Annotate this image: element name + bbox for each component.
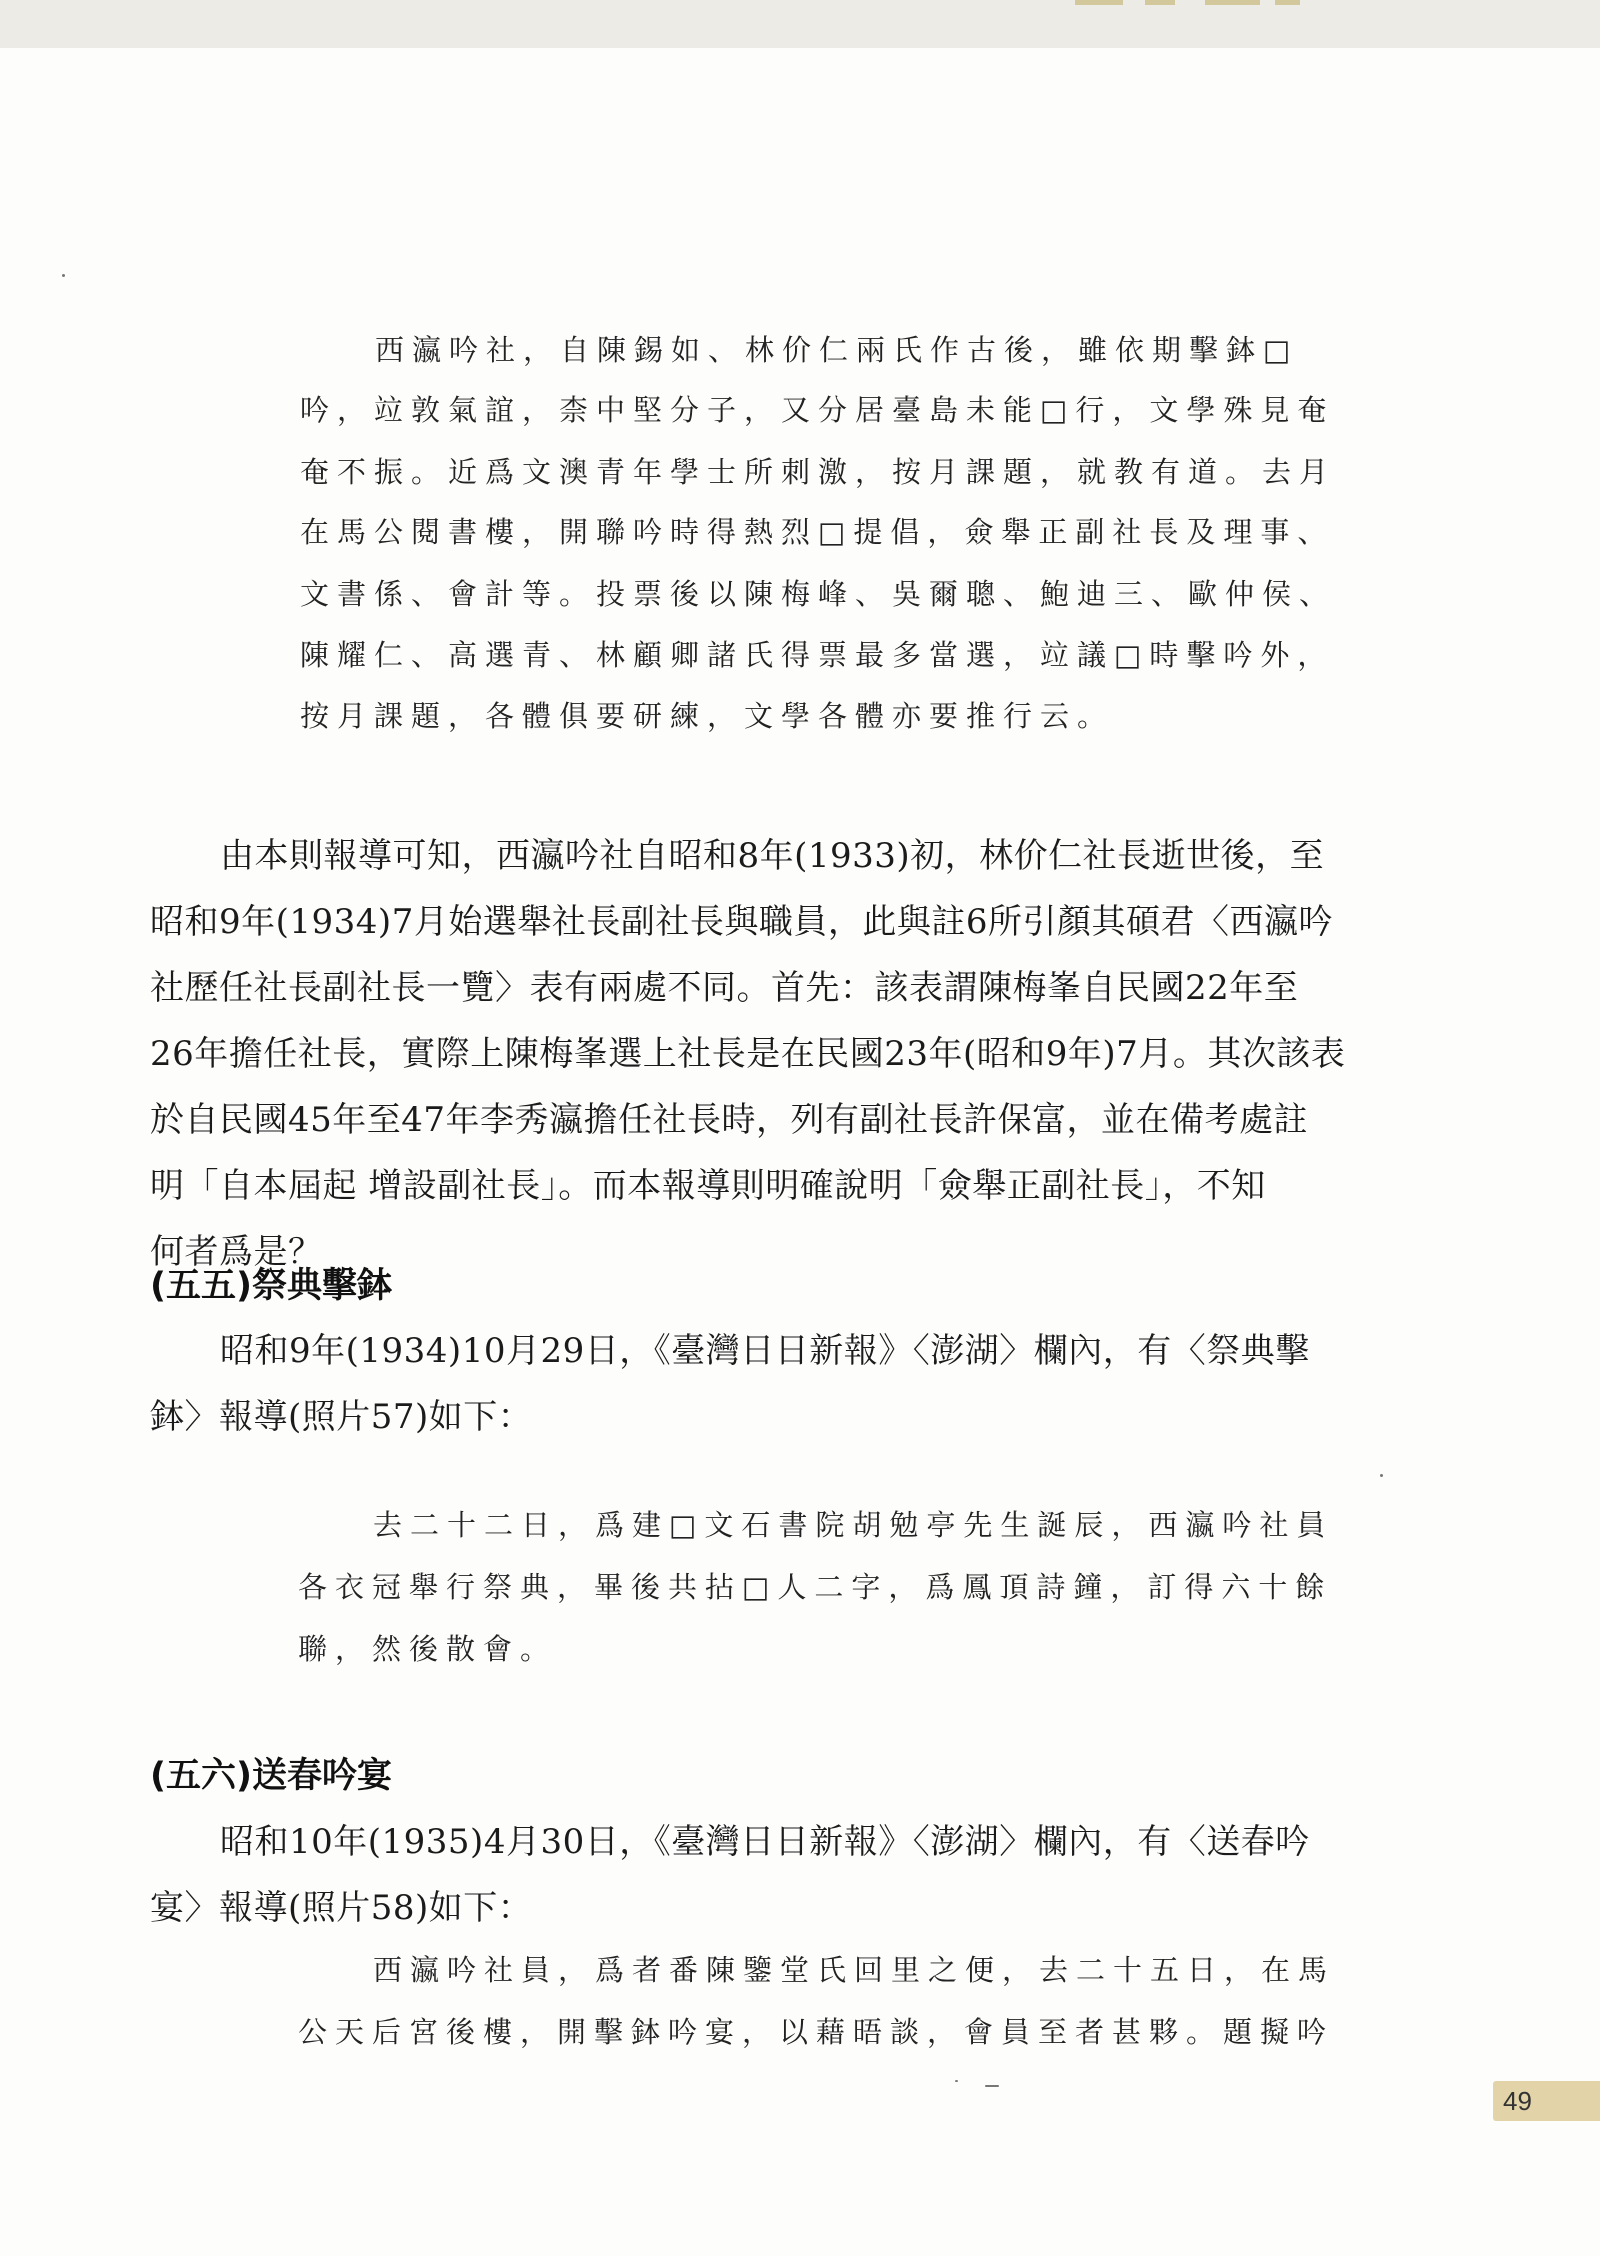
- scan-speck: [955, 2080, 958, 2082]
- scan-speck: [985, 2085, 999, 2087]
- intro-line: 昭和10年(1935)4月30日，《臺灣日日新報》〈澎湖〉欄內，有〈送春吟: [220, 1822, 1310, 1862]
- paragraph-line: 明「自本屆起 增設副社長」。而本報導則明確說明「僉舉正副社長」，不知: [150, 1166, 1266, 1206]
- quote-line: 奄不振。近爲文澳青年學士所刺激，按月課題，就教有道。去月: [300, 455, 1337, 489]
- scan-speck: [1380, 1474, 1383, 1477]
- commentary-paragraph: [150, 828, 1346, 1288]
- page-number: 49: [1493, 2081, 1600, 2121]
- quote-line: 西瀛吟社員，爲者番陳鑒堂氏回里之便，去二十五日，在馬: [373, 1953, 1336, 1987]
- news-quote-1: [300, 328, 1350, 848]
- document-page: [0, 48, 1600, 2256]
- quote-line: 公天后宮後樓，開擊鉢吟宴，以藉晤談，會員至者甚夥。題擬吟: [298, 2015, 1335, 2049]
- news-quote-56: [298, 1948, 1348, 2078]
- section-heading-56: (五六)送春吟宴: [150, 1756, 392, 1796]
- intro-line: 鉢〉報導(照片57)如下：: [150, 1397, 533, 1437]
- quote-line: 聯，然後散會。: [298, 1632, 558, 1666]
- scan-speck: [62, 274, 65, 277]
- paragraph-line: 由本則報導可知，西瀛吟社自昭和8年(1933)初，林价仁社長逝世後，至: [220, 836, 1325, 876]
- news-quote-55: [298, 1503, 1348, 1703]
- paragraph-line: 於自民國45年至47年李秀瀛擔任社長時，列有副社長許保富，並在備考處註: [150, 1100, 1309, 1140]
- quote-line: 按月課題，各體俱要研練，文學各體亦要推行云。: [300, 699, 1115, 733]
- scan-top-band: [0, 0, 1600, 48]
- paragraph-line: 昭和9年(1934)7月始選舉社長副社長與職員，此與註6所引顏其碩君〈西瀛吟: [150, 902, 1333, 942]
- quote-line: 吟，竝敦氣誼，柰中堅分子，又分居臺島未能□行，文學殊見奄: [300, 393, 1335, 427]
- quote-line: 陳耀仁、高選青、林顧卿諸氏得票最多當選，竝議□時擊吟外，: [300, 638, 1335, 672]
- intro-line: 昭和9年(1934)10月29日，《臺灣日日新報》〈澎湖〉欄內，有〈祭典擊: [220, 1331, 1310, 1371]
- quote-line: 各衣冠舉行祭典，畢後共拈□人二字，爲鳳頂詩鐘，訂得六十餘: [298, 1570, 1333, 1604]
- section-heading-55: (五五)祭典擊鉢: [150, 1266, 392, 1306]
- quote-line: 去二十二日，爲建□文石書院胡勉亭先生誕辰，西瀛吟社員: [373, 1508, 1334, 1542]
- quote-line: 在馬公閱書樓，開聯吟時得熱烈□提倡，僉舉正副社長及理事、: [300, 515, 1335, 549]
- quote-line: 西瀛吟社，自陳錫如、林价仁兩氏作古後，雖依期擊鉢□: [375, 333, 1299, 367]
- paragraph-line: 社歷任社長副社長一覽〉表有兩處不同。首先：該表謂陳梅峯自民國22年至: [150, 968, 1299, 1008]
- quote-line: 文書係、會計等。投票後以陳梅峰、吳爾聰、鮑迪三、歐仲侯、: [300, 577, 1337, 611]
- section-55-intro: [150, 1323, 1340, 1453]
- paragraph-line: 26年擔任社長，實際上陳梅峯選上社長是在民國23年(昭和9年)7月。其次該表: [150, 1034, 1346, 1074]
- top-edge-marks: [1075, 0, 1305, 6]
- intro-line: 宴〉報導(照片58)如下：: [150, 1888, 533, 1928]
- paragraph-line: 何者爲是？: [150, 1232, 323, 1272]
- section-56-intro: [150, 1814, 1340, 1944]
